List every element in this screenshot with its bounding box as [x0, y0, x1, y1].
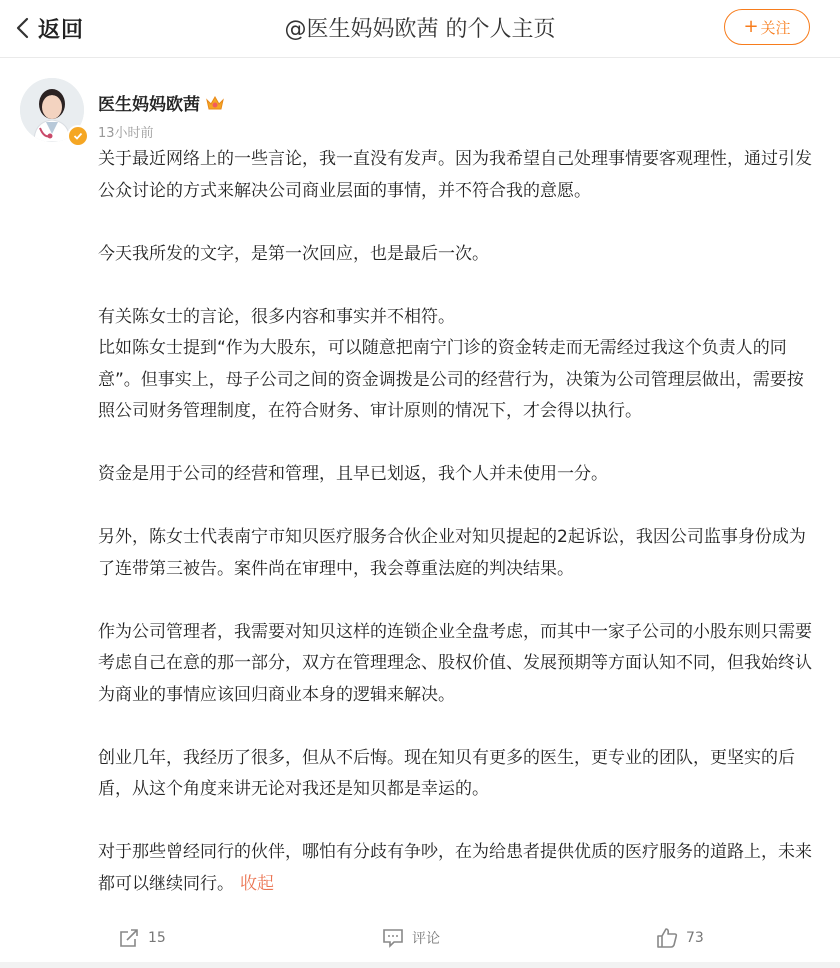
- back-label: 返回: [38, 17, 85, 43]
- bottom-separator: [0, 962, 840, 968]
- comment-icon: [382, 927, 404, 949]
- post-paragraph-last: [98, 837, 816, 900]
- verified-badge-icon: [67, 125, 89, 147]
- top-bar: [0, 0, 840, 56]
- repost-button[interactable]: [118, 927, 166, 949]
- page-title: @医生妈妈欧茜 的个人主页: [284, 17, 556, 42]
- author-name-text: 医生妈妈欧茜: [98, 95, 200, 115]
- repost-count: 15: [148, 930, 166, 946]
- plus-icon: +: [743, 16, 759, 37]
- like-count: 73: [686, 930, 704, 946]
- comment-label: 评论: [412, 931, 440, 947]
- post-paragraph: 创业几年，我经历了很多，但从不后悔。现在知贝有更多的医生，更专业的团队，更坚实的后盾，从这个角度来讲无论对我还是知贝都是幸运的。: [98, 747, 795, 799]
- like-button[interactable]: [656, 927, 704, 949]
- post-paragraph-text: 对于那些曾经同行的伙伴，哪怕有分歧有争吵，在为给患者提供优质的医疗服务的道路上，未来都可以继续同行。: [98, 842, 812, 894]
- post-content: [98, 144, 816, 900]
- post-paragraph: 资金是用于公司的经营和管理，且早已划返，我个人并未使用一分。: [98, 464, 608, 484]
- repost-icon: [118, 927, 140, 949]
- thumbs-up-icon: [656, 927, 678, 949]
- header-divider: [0, 57, 840, 58]
- post-paragraph: 比如陈女士提到“作为大股东，可以随意把南宁门诊的资金转走而无需经过我这个负责人的同意”。但事实上，母子公司之间的资金调拨是公司的经营行为，决策为公司管理层做出，需要按照公司财务管理制度，在符合财务、审计原则的情况下，才会得以执行。: [98, 338, 804, 421]
- post-time: 13小时前: [98, 126, 154, 141]
- follow-label: 关注: [760, 18, 791, 37]
- post-paragraph: 有关陈女士的言论，很多内容和事实并不相符。: [98, 306, 455, 327]
- comment-button[interactable]: [382, 927, 440, 949]
- crown-icon: [205, 94, 225, 112]
- post-paragraph: 另外，陈女士代表南宁市知贝医疗服务合伙企业对知贝提起的2起诉讼，我因公司监事身份成为了连带第三被告。案件尚在审理中，我会尊重法庭的判决结果。: [98, 527, 806, 579]
- post-paragraph: 作为公司管理者，我需要对知贝这样的连锁企业全盘考虑，而其中一家子公司的小股东则只需要考虑自己在意的那一部分，双方在管理理念、股权价值、发展预期等方面认知不同，但我始终认为商业的事情应该回归商业本身的逻辑来解决。: [98, 621, 812, 705]
- post-paragraph: 关于最近网络上的一些言论，我一直没有发声。因为我希望自己处理事情要客观理性，通过引发公众讨论的方式来解决公司商业层面的事情，并不符合我的意愿。: [98, 149, 812, 201]
- author-name[interactable]: [98, 90, 225, 115]
- follow-button[interactable]: [724, 9, 810, 45]
- collapse-link[interactable]: 收起: [240, 873, 274, 894]
- post-paragraph: 今天我所发的文字，是第一次回应，也是最后一次。: [98, 243, 489, 264]
